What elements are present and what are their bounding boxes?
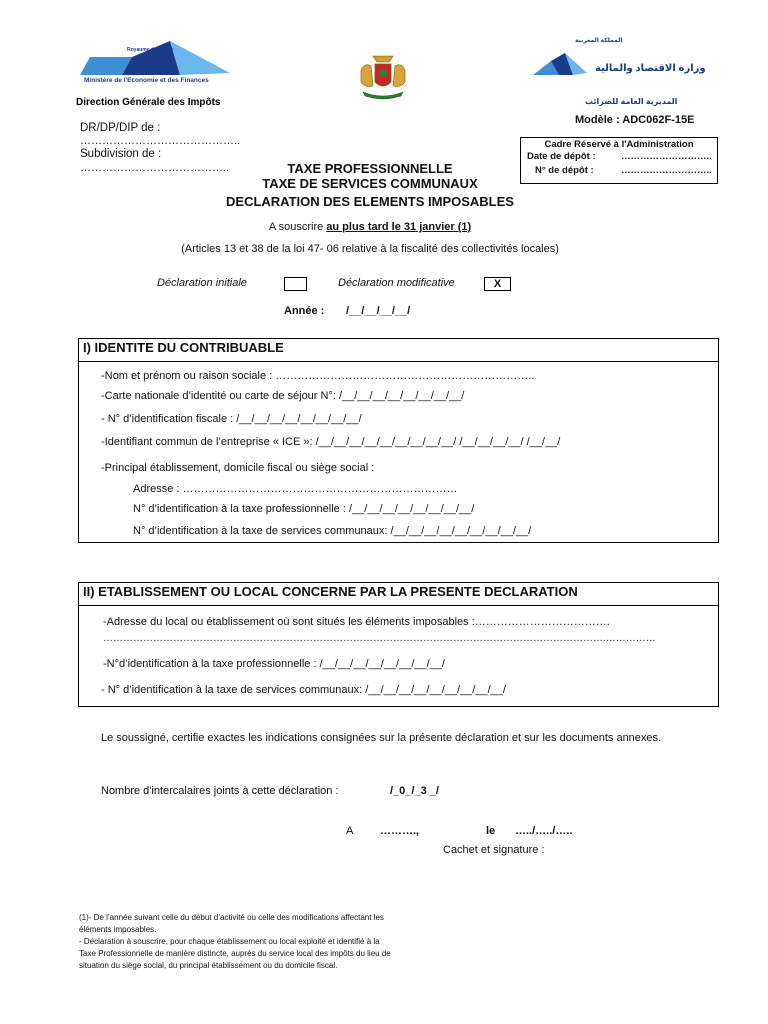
subdivision-label: Subdivision de : — [80, 148, 162, 160]
initial-declaration-label: Déclaration initiale — [157, 277, 247, 289]
footnote-1-line-1: (1)- De l’année suivant celle du début d’activité ou celle des modifications affectant les — [79, 913, 384, 922]
arabic-ministry-label: وزارة الاقتصاد والمالية — [595, 63, 706, 74]
communal-services-tax-id-field[interactable]: N° d’identification à la taxe de services communaux: /__/__/__/__/__/__/__/__/__/ — [133, 525, 532, 537]
arabic-ministry-logo — [515, 35, 715, 115]
year-label: Année : — [284, 305, 325, 317]
deposit-date-value[interactable]: ……………………….. — [621, 151, 712, 162]
section2-title: II) ETABLISSEMENT OU LOCAL CONCERNE PAR LA PRESENTE DECLARATION — [83, 584, 578, 599]
deadline-text — [170, 221, 570, 233]
intercalaires-label: Nombre d'intercalaires joints à cette déclaration : — [101, 785, 339, 797]
deposit-number-label: N° de dépôt : — [535, 165, 594, 176]
ministry-name: Ministère de l'Economie et des Finances — [84, 77, 209, 84]
admin-reserved-box — [520, 137, 718, 184]
modificative-declaration-label: Déclaration modificative — [338, 277, 455, 289]
date-field[interactable]: …../…../….. — [515, 825, 573, 837]
taxpayer-name-field[interactable]: -Nom et prénom ou raison sociale : …………………………………………………………….. — [101, 370, 535, 382]
kingdom-label: Royaume du Maroc — [127, 47, 174, 53]
royal-emblem-icon — [355, 52, 411, 102]
dr-dp-dip-field[interactable]: …………………………………….. — [80, 135, 241, 147]
footnote-2-line-1: - Déclaration à souscrire, pour chaque établissement ou local exploité et identifié à la — [79, 937, 380, 946]
model-number: Modèle : ADC062F-15E — [575, 114, 695, 126]
professional-tax-id-field[interactable]: N° d’identification à la taxe professionnelle : /__/__/__/__/__/__/__/__/ — [133, 503, 475, 515]
title-taxe-professionnelle: TAXE PROFESSIONNELLE — [287, 161, 453, 176]
signature-label: Cachet et signature : — [443, 844, 545, 856]
title-taxe-services-communaux: TAXE DE SERVICES COMMUNAUX — [262, 176, 478, 191]
address-field[interactable]: Adresse : ………………………………………………………………… — [133, 483, 458, 495]
deadline-date: au plus tard le 31 janvier (1) — [326, 221, 472, 233]
national-id-field[interactable]: -Carte nationale d’identité ou carte de séjour N°: /__/__/__/__/__/__/__/__/ — [101, 390, 465, 402]
premises-address-field[interactable]: -Adresse du local ou établissement où sont situés les éléments imposables :………………………………. — [103, 616, 610, 628]
deposit-date-label: Date de dépôt : — [527, 151, 596, 162]
admin-box-title: Cadre Réservé à l'Administration — [544, 139, 694, 150]
intercalaires-value[interactable]: /_0_/_3 _/ — [390, 785, 439, 797]
ministry-logo — [62, 33, 257, 113]
certification-text: Le soussigné, certifie exactes les indications consignées sur la présente déclaration et sur les documents annexes. — [101, 732, 662, 744]
title-declaration: DECLARATION DES ELEMENTS IMPOSABLES — [226, 194, 514, 209]
arabic-directorate-label: المديرية العامة للضرائب — [585, 97, 678, 106]
modificative-declaration-checkbox[interactable]: X — [484, 277, 511, 291]
footnotes — [79, 912, 479, 972]
footnote-2-line-3: situation du siège social, du principal établissement ou du domicile fiscal. — [79, 961, 338, 970]
deposit-number-value[interactable]: ……………………….. — [621, 165, 712, 176]
footnote-2-line-2: Taxe Professionnelle de manière distincte, auprès du service local des impôts du lieu de — [79, 949, 391, 958]
year-field[interactable]: /__/__/__/__/ — [346, 305, 411, 317]
arabic-logo-graphic — [529, 51, 589, 81]
section1-title: I) IDENTITE DU CONTRIBUABLE — [83, 340, 284, 355]
initial-declaration-checkbox[interactable] — [284, 277, 307, 291]
subdivision-field[interactable]: ………………………………….. — [80, 162, 230, 174]
dr-dp-dip-label: DR/DP/DIP de : — [80, 122, 161, 134]
premises-address-continuation[interactable]: …………………………………………………………………………………………………………………………………….…………… — [103, 633, 656, 644]
section1-body — [78, 361, 719, 543]
premises-professional-tax-id-field[interactable]: -N°d’identification à la taxe professionnelle : /__/__/__/__/__/__/__/__/ — [103, 658, 445, 670]
date-label: le — [486, 825, 496, 837]
fiscal-id-field[interactable]: - N° d’identification fiscale : /__/__/__/__/__/__/__/__/ — [101, 413, 362, 425]
arabic-kingdom-label: المملكة المغربية — [575, 38, 623, 44]
place-field[interactable]: ………., — [380, 825, 420, 837]
ice-field[interactable]: -Identifiant commun de l’entreprise « ICE »: /__/__/__/__/__/__/__/__/__/ /__/__/__/__/ /__/__/ — [101, 436, 561, 448]
section2-header — [78, 582, 719, 606]
directorate-name: Direction Générale des Impôts — [76, 97, 221, 108]
section2-body — [78, 605, 719, 707]
place-label: A — [346, 825, 354, 837]
section1-header — [78, 338, 719, 362]
deadline-prefix: A souscrire — [268, 221, 327, 233]
footnote-1-line-2: éléments imposables. — [79, 925, 157, 934]
premises-communal-services-tax-id-field[interactable]: - N° d’identification à la taxe de services communaux: /__/__/__/__/__/__/__/__/__/ — [101, 684, 506, 696]
articles-reference: (Articles 13 et 38 de la loi 47- 06 relative à la fiscalité des collectivités locales) — [181, 243, 559, 255]
principal-establishment-label: -Principal établissement, domicile fiscal ou siège social : — [101, 462, 375, 474]
